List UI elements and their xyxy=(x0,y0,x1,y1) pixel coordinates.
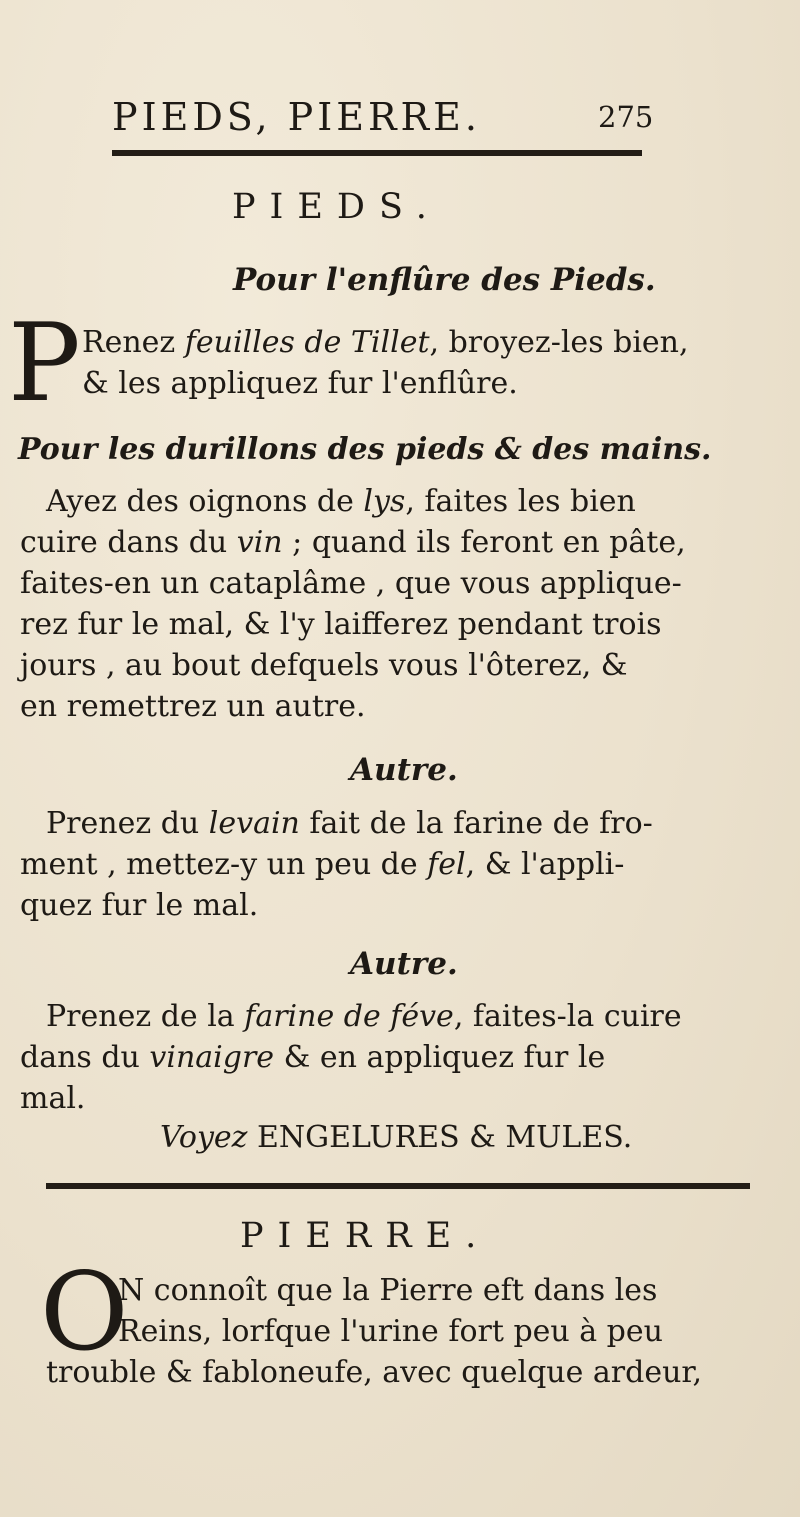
drop-cap-o: O xyxy=(40,1250,129,1375)
paragraph-line: Ayez des oignons de lys, faites les bien xyxy=(46,484,636,519)
subheading-enflure: Pour l'enflûre des Pieds. xyxy=(233,262,656,298)
subheading-autre-2: Autre. xyxy=(350,946,458,982)
paragraph-line: rez fur le mal, & l'y laifferez pendant trois xyxy=(20,607,662,642)
paragraph-line: ment , mettez-y un peu de fel, & l'appli- xyxy=(20,847,625,882)
paragraph-line: dans du vinaigre & en appliquez fur le xyxy=(20,1040,606,1075)
paragraph-line: en remettrez un autre. xyxy=(20,689,366,724)
paragraph-line: mal. xyxy=(20,1081,86,1116)
paragraph-line: Renez feuilles de Tillet, broyez-les bien, xyxy=(82,325,689,360)
header-rule xyxy=(112,150,642,156)
paragraph-line: trouble & fabloneufe, avec quelque ardeur, xyxy=(46,1355,702,1390)
running-head: PIEDS, PIERRE. xyxy=(112,95,481,139)
drop-cap-p: P xyxy=(8,301,81,426)
section-title-pierre: PIERRE. xyxy=(240,1216,491,1256)
paragraph-line: faites-en un cataplâme , que vous applique- xyxy=(20,566,682,601)
cross-reference: Voyez ENGELURES & MULES. xyxy=(160,1120,633,1155)
paragraph-line: jours , au bout defquels vous l'ôterez, & xyxy=(20,648,628,683)
paragraph-line: Prenez de la farine de féve, faites-la cuire xyxy=(46,999,682,1034)
subheading-durillons: Pour les durillons des pieds & des mains. xyxy=(18,432,712,467)
paragraph-line: cuire dans du vin ; quand ils feront en pâte, xyxy=(20,525,686,560)
section-rule xyxy=(46,1183,750,1189)
paragraph-line: N connoît que la Pierre eft dans les xyxy=(118,1273,658,1308)
paragraph-line: Prenez du levain fait de la farine de fro- xyxy=(46,806,653,841)
paragraph-line: quez fur le mal. xyxy=(20,888,259,923)
page-number: 275 xyxy=(598,100,654,134)
section-title-pieds: PIEDS. xyxy=(232,187,441,227)
paragraph-line: & les appliquez fur l'enflûre. xyxy=(82,366,518,401)
subheading-autre-1: Autre. xyxy=(350,752,458,788)
paragraph-line: Reins, lorfque l'urine fort peu à peu xyxy=(118,1314,663,1349)
